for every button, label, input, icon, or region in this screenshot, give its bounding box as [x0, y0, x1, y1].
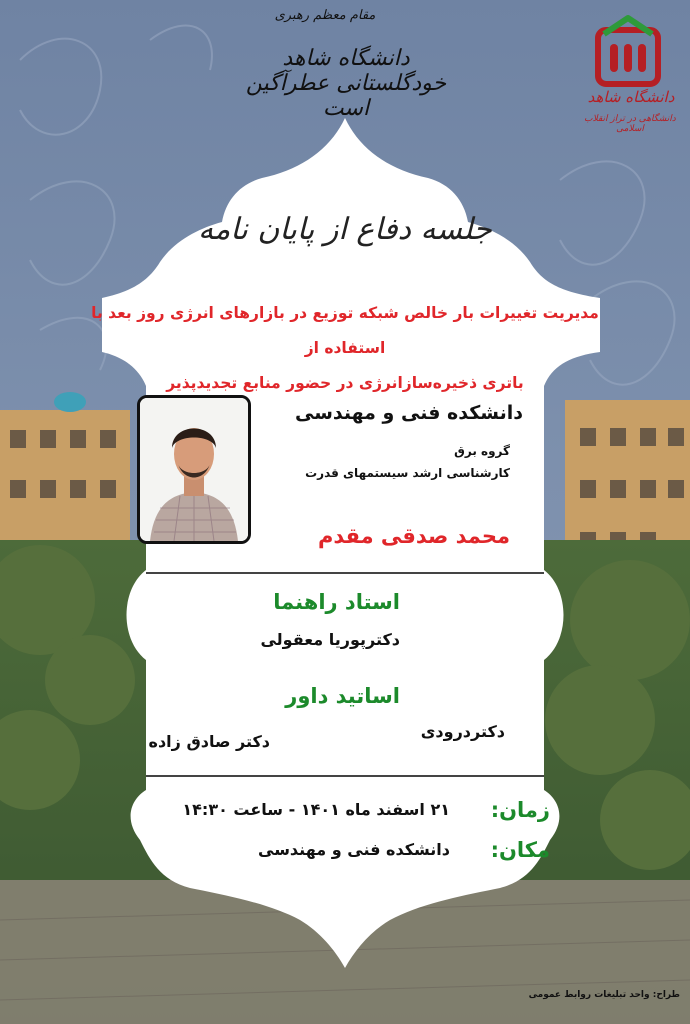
university-logo — [592, 14, 664, 88]
faculty-name: دانشکده فنی و مهندسی — [295, 402, 523, 424]
divider-bottom — [146, 775, 544, 777]
divider-top — [146, 572, 544, 574]
jury-member-1: دکتردرودی — [420, 722, 505, 741]
jury-member-2: دکتر صادق زاده — [148, 732, 270, 751]
logo-slogan: دانشگاهی در تراز انقلاب اسلامی — [584, 114, 676, 134]
time-value: ۲۱ اسفند ماه ۱۴۰۱ - ساعت ۱۴:۳۰ — [182, 800, 450, 819]
jury-heading: اساتید داور — [285, 684, 400, 708]
place-label: مکان: — [490, 838, 550, 862]
header-university-name: دانشگاه شاهد خودگلستانی عطرآگین است — [245, 46, 447, 121]
designer-credit: طراح: واحد تبلیغات روابط عمومی — [528, 990, 680, 1000]
time-label: زمان: — [490, 798, 550, 822]
thesis-title-line2: باتری ذخیره‌سازانرژی در حضور منابع تجدیدپذیر — [166, 374, 524, 392]
thesis-title-line1: مدیریت تغییرات بار خالص شبکه توزیع در بازارهای انرژی روز بعد با استفاده از — [91, 304, 599, 357]
logo-wordmark: دانشگاه شاهد — [587, 88, 675, 106]
header-top-line: مقام معظم رهبری — [274, 8, 376, 23]
degree-program: کارشناسی ارشد سیستمهای قدرت — [305, 466, 510, 480]
advisor-heading: استاد راهنما — [273, 590, 400, 614]
advisor-name: دکترپوریا معقولی — [260, 630, 400, 649]
student-name: محمد صدقی مقدم — [317, 524, 510, 548]
thesis-title — [80, 296, 610, 401]
page-title: جلسه دفاع از پایان نامه — [198, 212, 492, 247]
department-group: گروه برق — [454, 444, 510, 458]
student-photo — [137, 395, 251, 544]
place-value: دانشکده فنی و مهندسی — [258, 840, 450, 859]
